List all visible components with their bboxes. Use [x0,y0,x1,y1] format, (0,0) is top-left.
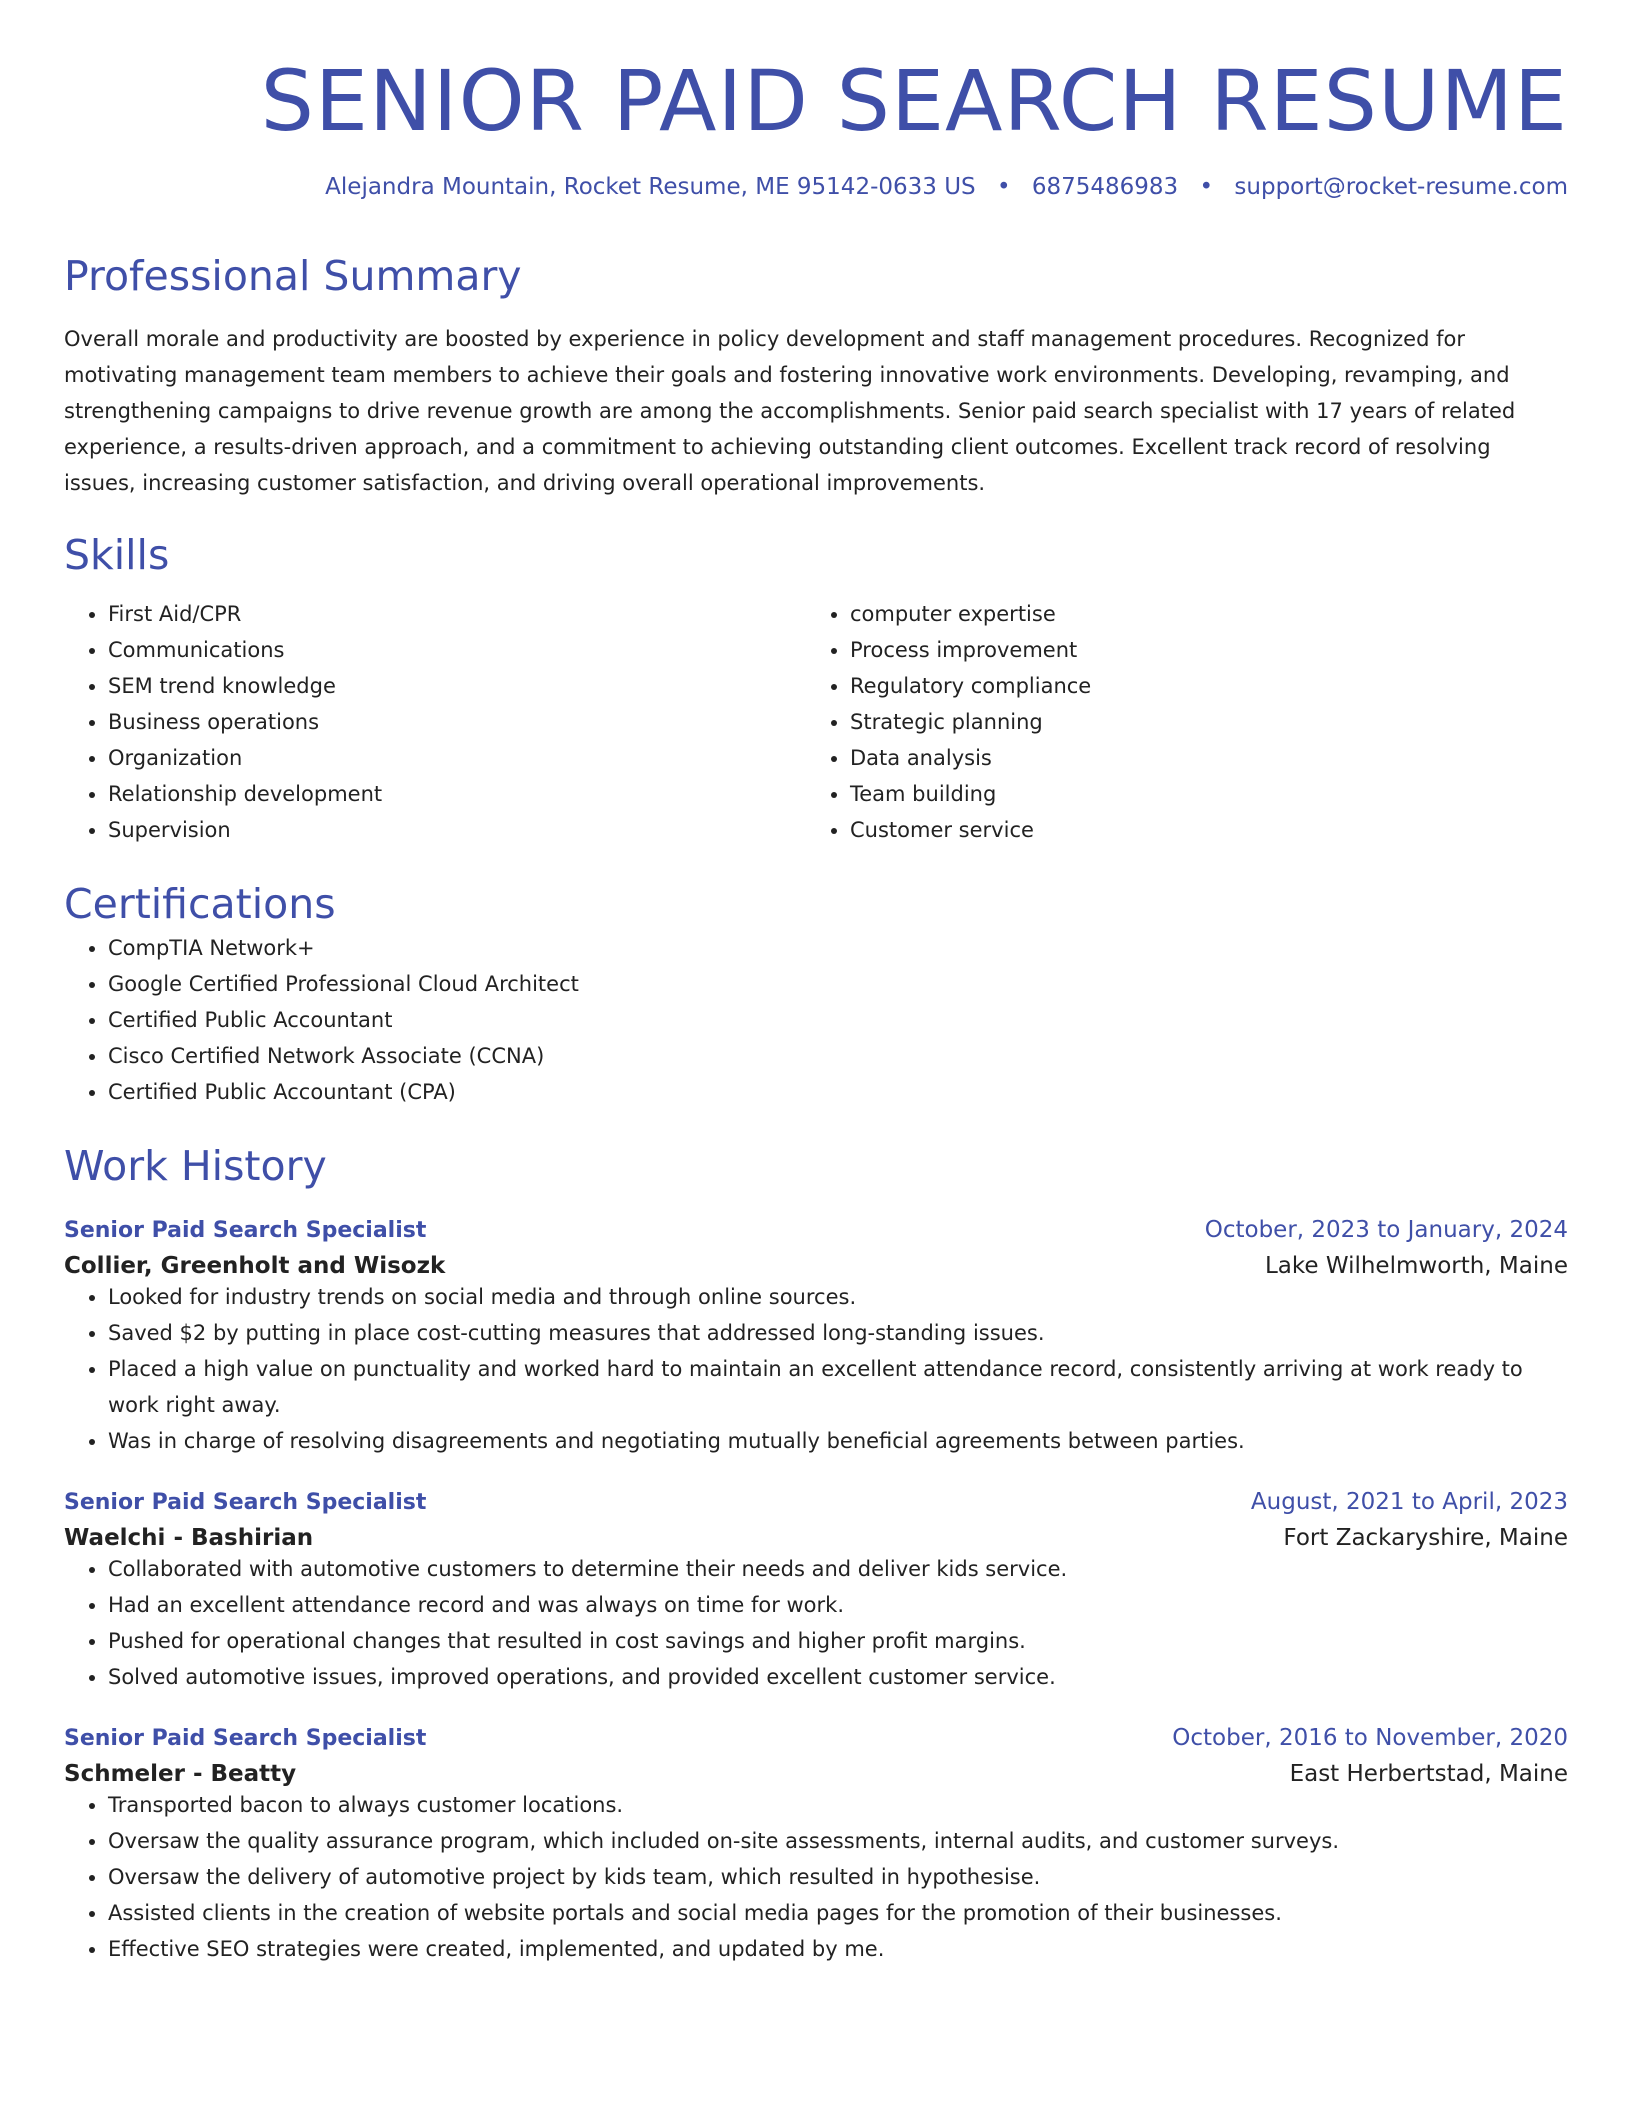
job-duty-item: • Oversaw the quality assurance program, which included on-site assessments, internal audits, and customer surveys. [108,1823,1568,1859]
contact-line [64,174,1568,200]
skill-item: • Communications [108,632,806,668]
job-company: Collier, Greenholt and Wisozk [64,1252,446,1279]
job-company: Schmeler - Beatty [64,1760,297,1787]
skill-item: • Team building [850,776,1548,812]
summary-section [64,252,1568,501]
job-duty-item: • Had an excellent attendance record and was always on time for work. [108,1587,1568,1623]
skills-list-left [64,596,806,848]
job-duty-item: • Pushed for operational changes that resulted in cost savings and higher profit margins. [108,1623,1568,1659]
job-title: Senior Paid Search Specialist [64,1725,427,1751]
job-entry [64,1489,1568,1695]
job-duty-item: • Placed a high value on punctuality and worked hard to maintain an excellent attendance record, consistently arriving at work ready to work right away. [108,1351,1568,1423]
skill-item: • Regulatory compliance [850,668,1548,704]
job-duty-item: • Looked for industry trends on social media and through online sources. [108,1279,1568,1315]
skill-item: • First Aid/CPR [108,596,806,632]
job-title: Senior Paid Search Specialist [64,1217,427,1243]
skill-item: • Process improvement [850,632,1548,668]
work-history-heading: Work History [64,1141,327,1190]
certifications-heading: Certifications [64,880,336,929]
job-entry [64,1725,1568,1967]
skills-list-right [806,596,1548,848]
job-header-row [64,1217,1568,1243]
skill-item: • Relationship development [108,776,806,812]
job-location: East Herbertstad, Maine [1289,1760,1568,1787]
skills-grid [64,596,1568,848]
skill-item: • Business operations [108,704,806,740]
job-duties-list [64,1551,1568,1695]
job-location: Fort Zackaryshire, Maine [1283,1524,1568,1551]
job-duty-item: • Was in charge of resolving disagreements and negotiating mutually beneficial agreements between parties. [108,1423,1568,1459]
contact-address: Alejandra Mountain, Rocket Resume, ME 95142-0633 US [325,174,976,201]
skills-section [64,531,1568,848]
job-duty-item: • Solved automotive issues, improved operations, and provided excellent customer service. [108,1659,1568,1695]
job-location: Lake Wilhelmworth, Maine [1264,1252,1568,1279]
job-duty-item: • Saved $2 by putting in place cost-cutting measures that addressed long-standing issues. [108,1315,1568,1351]
job-company-row [64,1761,1568,1787]
job-duty-item: • Oversaw the delivery of automotive project by kids team, which resulted in hypothesise. [108,1859,1568,1895]
resume-title: SENIOR PAID SEARCH RESUME [260,52,1568,150]
certification-item: • Cisco Certified Network Associate (CCNA) [108,1038,1568,1074]
job-title: Senior Paid Search Specialist [64,1489,427,1515]
skill-item: • SEM trend knowledge [108,668,806,704]
job-dates: October, 2016 to November, 2020 [1172,1724,1568,1751]
job-duty-item: • Transported bacon to always customer locations. [108,1787,1568,1823]
job-dates: October, 2023 to January, 2024 [1204,1216,1568,1243]
job-header-row [64,1489,1568,1515]
contact-email: support@rocket-resume.com [1234,174,1568,201]
job-company-row [64,1253,1568,1279]
job-company: Waelchi - Bashirian [64,1524,314,1551]
job-header-row [64,1725,1568,1751]
job-duty-item: • Collaborated with automotive customers to determine their needs and deliver kids service. [108,1551,1568,1587]
skill-item: • Organization [108,740,806,776]
job-duties-list [64,1787,1568,1967]
contact-separator: • [996,174,1011,201]
job-dates: August, 2021 to April, 2023 [1250,1488,1568,1515]
skills-column-left [64,596,806,848]
skill-item: • Supervision [108,812,806,848]
job-duty-item: • Assisted clients in the creation of website portals and social media pages for the promotion of their businesses. [108,1895,1568,1931]
skills-column-right [806,596,1548,848]
certifications-list [64,930,1568,1110]
certification-item: • Certified Public Accountant [108,1002,1568,1038]
job-duties-list [64,1279,1568,1459]
job-company-row [64,1525,1568,1551]
resume-header [64,54,1568,200]
skill-item: • Strategic planning [850,704,1548,740]
contact-separator: • [1199,174,1214,201]
work-history-section [64,1142,1568,1967]
skill-item: • computer expertise [850,596,1548,632]
job-duty-item: • Effective SEO strategies were created, implemented, and updated by me. [108,1931,1568,1967]
skill-item: • Data analysis [850,740,1548,776]
certifications-section [64,880,1568,1109]
job-entry [64,1217,1568,1459]
certification-item: • CompTIA Network+ [108,930,1568,966]
skill-item: • Customer service [850,812,1548,848]
skills-heading: Skills [64,531,170,580]
summary-heading: Professional Summary [64,252,522,301]
summary-text: Overall morale and productivity are boosted by experience in policy development and staff management procedures. Recognized for motivating management team members to achieve their goals and fostering innovative work environments. Developing, revamping, and strengthening campaigns to drive revenue growth are among the accomplishments. Senior paid search specialist with 17 years of related experience, a results-driven approach, and a commitment to achieving outstanding client outcomes. Excellent track record of resolving issues, increasing customer satisfaction, and driving overall operational improvements. [64,327,1516,496]
contact-phone: 6875486983 [1031,174,1179,201]
certification-item: • Certified Public Accountant (CPA) [108,1074,1568,1110]
certification-item: • Google Certified Professional Cloud Architect [108,966,1568,1002]
